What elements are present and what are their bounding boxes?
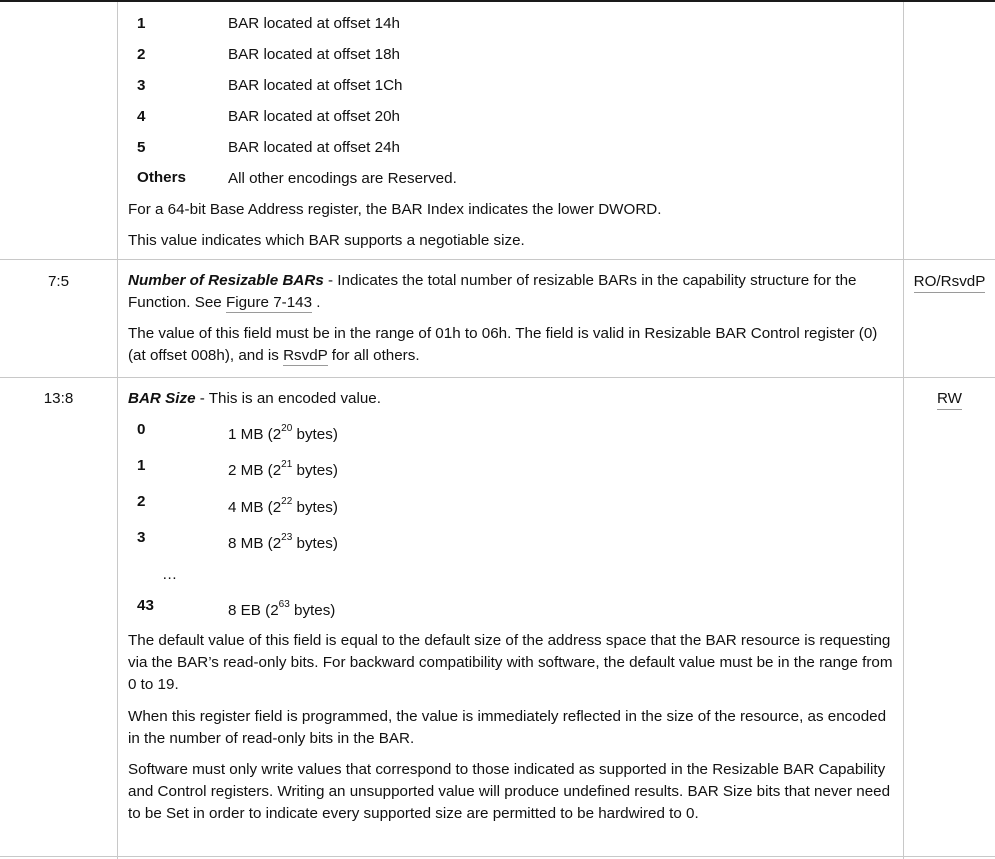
column-divider-attr	[903, 2, 904, 859]
encoding-desc: 1 MB ($2^{20}$ bytes)	[228, 422, 338, 443]
field-paragraph: Software must only write values that correspond to those indicated as supported in the Resizable BAR Capability and Control registers. Writing an unsupported value will produce undefined results. BAR Size bits that never need to be Set in order to indicate every supported size are permitted to be hardwired to 0.	[128, 761, 891, 822]
encoding-desc: BAR located at offset 24h	[228, 139, 400, 156]
encoding-code: 1	[137, 457, 146, 474]
encoding-code: 2	[137, 46, 146, 63]
field-description-text: The value of this field must be in the range of 01h to 06h. The field is valid in Resizable BAR Control register (0) (at offset 008h), and is	[128, 325, 878, 364]
encoding-code: Others	[137, 169, 186, 186]
encoding-desc: BAR located at offset 18h	[228, 46, 400, 63]
encoding-code: 5	[137, 139, 146, 156]
encoding-code: 0	[137, 421, 146, 438]
field-paragraph: The default value of this field is equal to the default size of the address space that the BAR resource is requesting via the BAR’s read-only bits. For backward compatibility with software, the default value must be in the range from 0 to 19.	[128, 632, 893, 693]
field-description-text: - This is an encoded value.	[195, 390, 381, 407]
table-top-border	[0, 0, 995, 2]
encoding-code: 4	[137, 108, 146, 125]
attribute-cell	[904, 389, 995, 408]
field-description	[128, 270, 893, 314]
field-paragraph: When this register field is programmed, the value is immediately reflected in the size of the resource, as encoded in the number of read-only bits in the BAR.	[128, 708, 887, 747]
encoding-desc: 4 MB ($2^{22}$ bytes)	[228, 495, 338, 516]
field-description-text: .	[312, 294, 321, 311]
encoding-code: 3	[137, 77, 146, 94]
row-divider	[0, 259, 995, 260]
attribute-link[interactable]: RW	[937, 390, 962, 410]
encoding-desc: BAR located at offset 20h	[228, 108, 400, 125]
bit-location: 7:5	[47, 273, 70, 290]
encoding-ellipsis: …	[162, 566, 178, 583]
encoding-code: 2	[137, 493, 146, 510]
encoding-desc: BAR located at offset 1Ch	[228, 77, 403, 94]
encoding-code: 43	[137, 597, 154, 614]
field-note: For a 64-bit Base Address register, the BAR Index indicates the lower DWORD.	[128, 201, 662, 218]
field-name: Number of Resizable BARs	[128, 272, 324, 289]
field-description-text: - Indicates the total number of resizable BARs in the capability structure for the Function. See	[128, 272, 857, 311]
field-description	[128, 323, 893, 367]
field-name: BAR Size	[128, 390, 196, 407]
field-description-text: for all others.	[327, 347, 420, 364]
encoding-desc: 2 MB ($2^{21}$ bytes)	[228, 458, 338, 479]
encoding-desc: 8 MB ($2^{23}$ bytes)	[228, 531, 338, 552]
row-divider	[0, 377, 995, 378]
attribute-cell	[904, 272, 995, 291]
encoding-desc: BAR located at offset 14h	[228, 15, 400, 32]
field-description	[128, 389, 381, 408]
row-divider	[0, 856, 995, 857]
encoding-desc: All other encodings are Reserved.	[228, 170, 457, 187]
rsvdp-link[interactable]: RsvdP	[283, 347, 328, 364]
bit-location: 13:8	[43, 390, 74, 407]
encoding-code: 1	[137, 15, 146, 32]
attribute-link[interactable]: RO/RsvdP	[914, 273, 986, 293]
encoding-code: 3	[137, 529, 146, 546]
field-note: This value indicates which BAR supports a negotiable size.	[128, 232, 525, 249]
encoding-desc: 8 EB ($2^{63}$ bytes)	[228, 598, 336, 619]
column-divider-bits	[117, 2, 118, 859]
figure-link[interactable]: Figure 7-143	[225, 294, 313, 311]
